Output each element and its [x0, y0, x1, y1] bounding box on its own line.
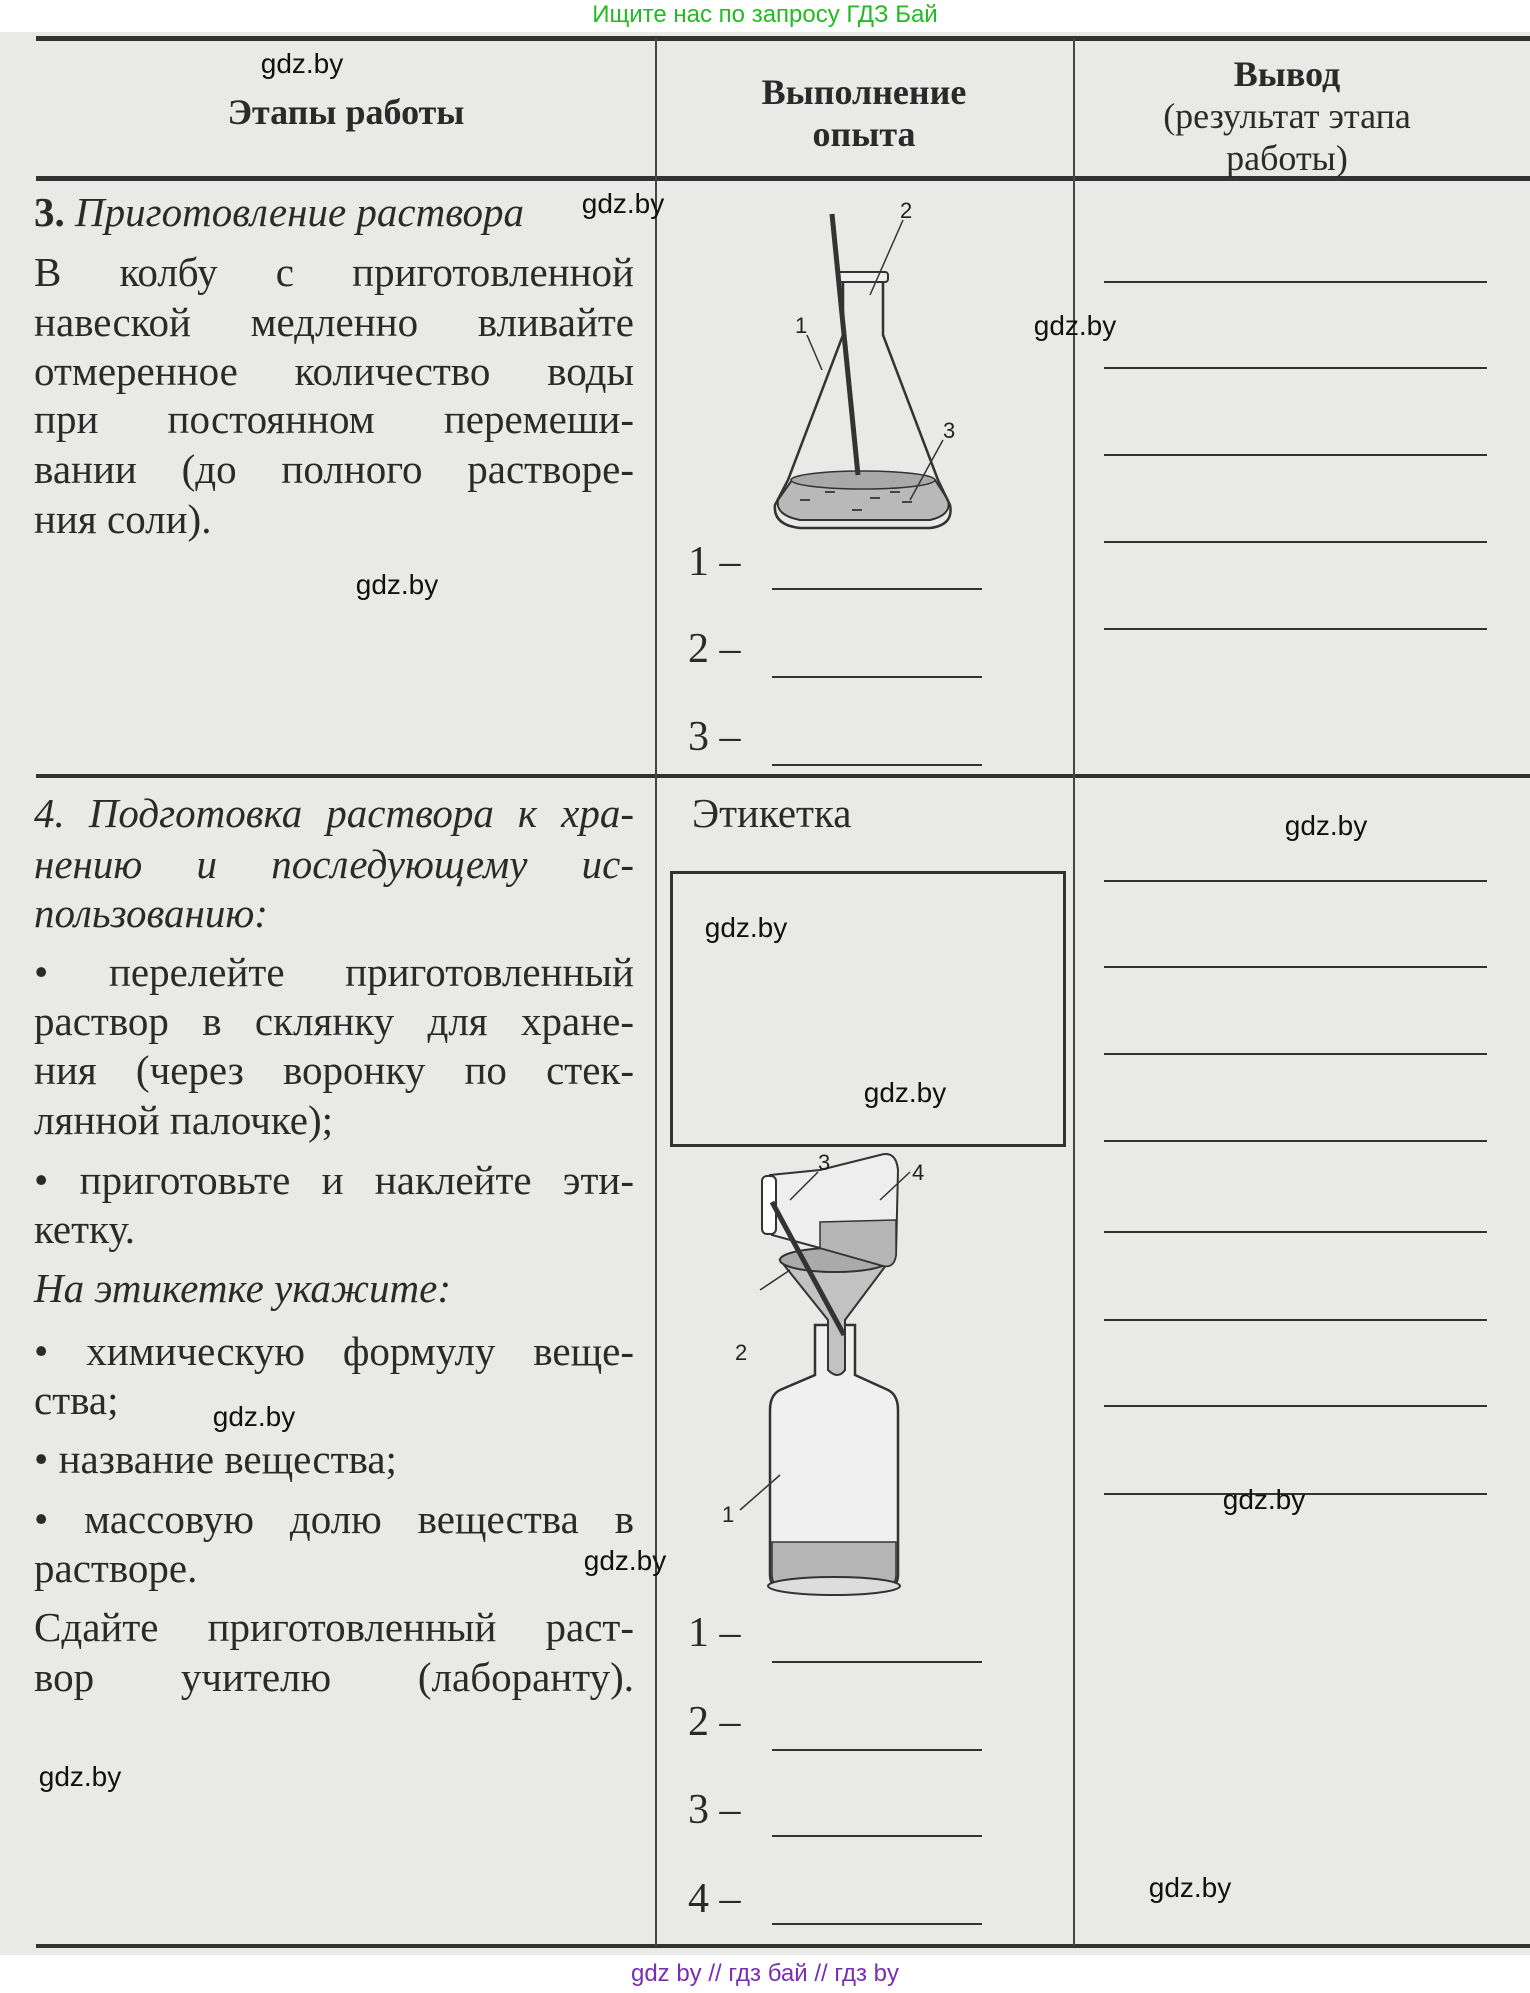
flask-with-rod-figure [740, 180, 980, 550]
step3-conclusion-line[interactable] [1104, 367, 1487, 369]
step4-title: пользованию: [34, 890, 268, 936]
step4-conclusion-line[interactable] [1104, 966, 1487, 968]
step3-answer-line-1[interactable] [772, 588, 982, 590]
figure-label-3: 3 [943, 418, 956, 443]
step4-line: • приготовьте и наклейте эти- [34, 1157, 634, 1203]
step4-conclusion-line[interactable] [1104, 880, 1487, 882]
step3-conclusion-line[interactable] [1104, 541, 1487, 543]
label-item: растворе. [34, 1545, 198, 1591]
step3-line: навеской медленно вливайте [34, 299, 634, 345]
step4-answer-line-2[interactable] [772, 1749, 982, 1751]
step4-line: лянной палочке); [34, 1097, 334, 1143]
step3-title-text: Приготовление раствора [75, 189, 524, 235]
step3-conclusion-line[interactable] [1104, 281, 1487, 283]
figure-label-3: 3 [818, 1150, 831, 1175]
step4-conclusion-line[interactable] [1104, 1053, 1487, 1055]
label-intro: На этикетке укажите: [34, 1265, 451, 1311]
figure-label-1: 1 [795, 313, 808, 338]
figure-label-2: 2 [735, 1340, 748, 1365]
step4-conclusion-line[interactable] [1104, 1319, 1487, 1321]
row-divider-rule [36, 774, 1530, 778]
step3-conclusion-line[interactable] [1104, 454, 1487, 456]
label-item: • химическую формулу веще- [34, 1328, 634, 1374]
step3-line: В колбу с приготовленной [34, 249, 634, 295]
step4-line: кетку. [34, 1206, 135, 1252]
footer-links[interactable]: gdz by // гдз бай // гдз by [0, 1955, 1530, 1993]
step3-conclusion-line[interactable] [1104, 628, 1487, 630]
header-conclusion-2: (результат этапа [1163, 96, 1411, 136]
step4-answer-label-2: 2 – [688, 1699, 741, 1745]
watermark: gdz.by [1033, 310, 1117, 341]
step4-conclusion-line[interactable] [1104, 1405, 1487, 1407]
glass-rod [832, 214, 858, 475]
step3-line: ния соли). [34, 496, 212, 542]
pouring-solution-figure [720, 1150, 1020, 1610]
header-stages: Этапы работы [227, 92, 465, 132]
step4-line: • перелейте приготовленный [34, 949, 634, 995]
figure-label-1: 1 [722, 1502, 735, 1527]
step3-answer-label-2: 2 – [688, 626, 741, 672]
header-conclusion-3: работы) [1226, 138, 1348, 178]
watermark: gdz.by [583, 1545, 667, 1576]
step3-number: 3. [34, 189, 65, 235]
header-conclusion-1: Вывод [1233, 54, 1341, 94]
liquid-surface [791, 471, 935, 489]
step3-title [34, 187, 524, 237]
watermark: gdz.by [1222, 1484, 1306, 1515]
step4-answer-label-1: 1 – [688, 1610, 741, 1656]
watermark: gdz.by [863, 1077, 947, 1108]
watermark: gdz.by [38, 1761, 122, 1792]
step3-answer-line-2[interactable] [772, 676, 982, 678]
watermark: gdz.by [260, 48, 344, 79]
table-bottom-rule [36, 1944, 1530, 1948]
step4-conclusion-line[interactable] [1104, 1231, 1487, 1233]
label-item: ства; [34, 1377, 119, 1423]
step4-answer-label-4: 4 – [688, 1876, 741, 1922]
column-divider-1 [655, 38, 657, 1946]
step4-conclusion-line[interactable] [1104, 1140, 1487, 1142]
flask-rim [838, 272, 888, 282]
closing-line: Сдайте приготовленный раст- [34, 1604, 634, 1650]
step3-answer-line-3[interactable] [772, 764, 982, 766]
watermark: gdz.by [1148, 1872, 1232, 1903]
label-box-title: Этикетка [692, 790, 852, 836]
watermark: gdz.by [704, 912, 788, 943]
step4-line: раствор в склянку для хране- [34, 998, 634, 1044]
step4-answer-line-1[interactable] [772, 1661, 982, 1663]
step3-answer-label-1: 1 – [688, 539, 741, 585]
watermark: gdz.by [355, 569, 439, 600]
figure-label-2: 2 [900, 198, 913, 223]
watermark: gdz.by [581, 188, 665, 219]
table-top-rule [36, 36, 1530, 41]
step3-line: при постоянном перемеши- [34, 396, 634, 442]
header-execution-2: опыта [812, 114, 916, 154]
step3-line: отмеренное количество воды [34, 348, 634, 394]
step4-answer-line-3[interactable] [772, 1835, 982, 1837]
step4-title: 4. Подготовка раствора к хра- [34, 790, 634, 836]
label-item: • название вещества; [34, 1436, 397, 1482]
step3-answer-label-3: 3 – [688, 714, 741, 760]
watermark: gdz.by [1284, 810, 1368, 841]
watermark: gdz.by [212, 1401, 296, 1432]
step4-answer-line-4[interactable] [772, 1923, 982, 1925]
figure-label-4: 4 [912, 1160, 925, 1185]
search-banner[interactable]: Ищите нас по запросу ГДЗ Бай [0, 0, 1530, 32]
closing-line: вор учителю (лаборанту). [34, 1654, 634, 1700]
step4-answer-label-3: 3 – [688, 1787, 741, 1833]
header-execution-1: Выполнение [761, 72, 967, 112]
step4-line: ния (через воронку по стек- [34, 1047, 634, 1093]
step4-title: нению и последующему ис- [34, 841, 634, 887]
step3-line: вании (до полного растворе- [34, 446, 634, 492]
label-item: • массовую долю вещества в [34, 1496, 634, 1542]
